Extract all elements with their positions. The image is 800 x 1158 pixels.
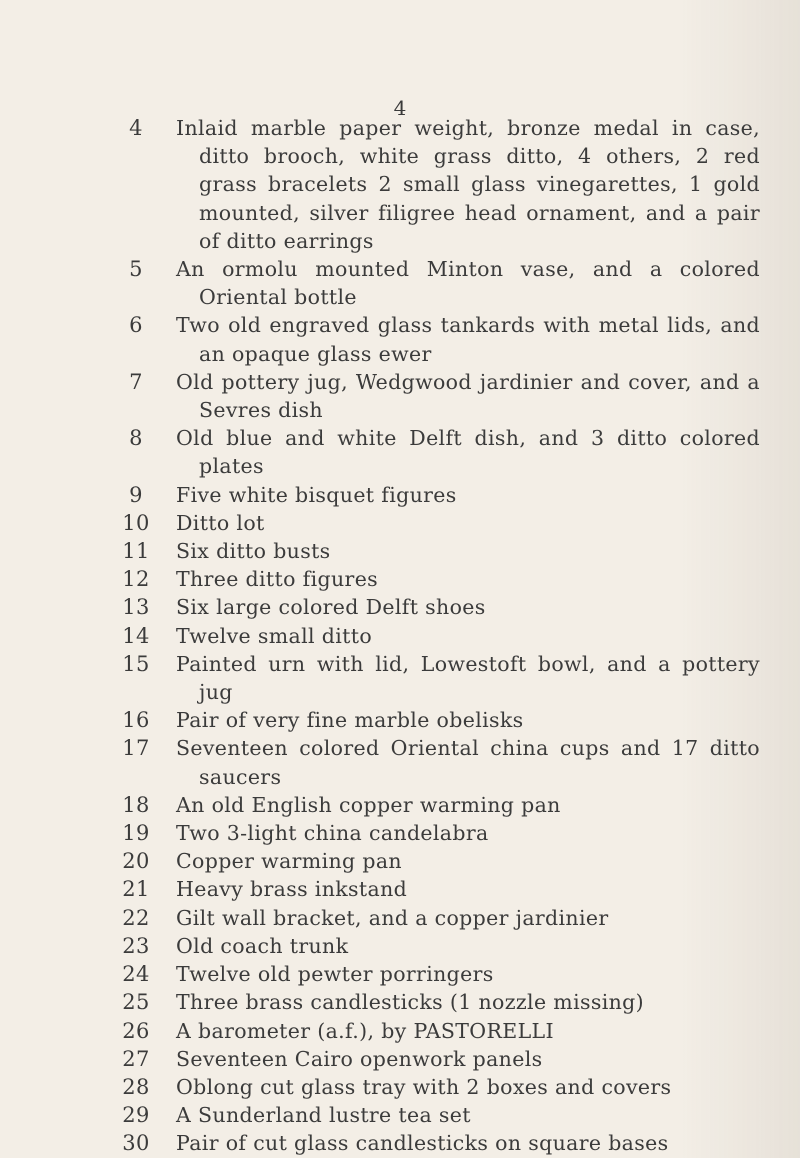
- lot-item: [0, 875, 800, 903]
- lot-description: Copper warming pan: [176, 849, 402, 874]
- lot-item: [0, 565, 800, 593]
- lot-item: [0, 1045, 800, 1073]
- lot-item: [0, 904, 800, 932]
- lot-number: 8: [129, 426, 143, 451]
- lot-description: Pair of very fine marble obelisks: [176, 708, 524, 733]
- lot-description: Twelve old pewter porringers: [176, 962, 494, 987]
- lot-number: 29: [122, 1103, 150, 1128]
- lot-item: [0, 114, 800, 255]
- lot-description: Six ditto busts: [176, 539, 331, 564]
- lot-number: 25: [122, 990, 150, 1015]
- lot-number: 13: [122, 595, 150, 620]
- lot-item: [0, 1073, 800, 1101]
- lot-description: A barometer (a.f.), by PASTORELLI: [176, 1018, 554, 1043]
- lot-item: [0, 1101, 800, 1129]
- lot-number: 27: [122, 1046, 150, 1071]
- lot-item: [0, 734, 800, 790]
- lot-item: [0, 847, 800, 875]
- lot-description: Inlaid marble paper weight, bronze medal in case, ditto brooch, white grass ditto, 4 others, 2 red grass bracelets 2 small glass vinegarettes, 1 gold mounted, silver filigree head ornament, and a pair of ditto earrings: [176, 116, 760, 253]
- lot-description: Three brass candlesticks (1 nozzle missing): [176, 990, 645, 1015]
- lot-list: [0, 114, 800, 1158]
- lot-item: [0, 509, 800, 537]
- lot-number: 9: [129, 482, 143, 507]
- lot-item: [0, 1017, 800, 1045]
- lot-number: 30: [122, 1131, 150, 1156]
- lot-description: An ormolu mounted Minton vase, and a colored Oriental bottle: [176, 257, 760, 310]
- lot-number: 24: [122, 962, 150, 987]
- lot-description: Five white bisquet figures: [176, 482, 457, 507]
- lot-description: Old coach trunk: [176, 933, 349, 958]
- lot-description: Ditto lot: [176, 510, 265, 535]
- lot-description: Six large colored Delft shoes: [176, 595, 486, 620]
- lot-number: 26: [122, 1018, 150, 1043]
- lot-description: Three ditto figures: [176, 567, 379, 592]
- lot-description: Seventeen colored Oriental china cups and 17 ditto saucers: [176, 736, 760, 789]
- lot-item: [0, 537, 800, 565]
- lot-description: Oblong cut glass tray with 2 boxes and covers: [176, 1074, 672, 1099]
- lot-description: Pair of cut glass candlesticks on square bases: [176, 1131, 669, 1156]
- lot-description: An old English copper warming pan: [176, 792, 561, 817]
- lot-number: 22: [122, 905, 150, 930]
- lot-description: Two 3-light china candelabra: [176, 821, 489, 846]
- lot-number: 11: [122, 539, 150, 564]
- lot-description: Twelve small ditto: [176, 623, 373, 648]
- lot-description: Heavy brass inkstand: [176, 877, 408, 902]
- lot-description: Old pottery jug, Wedgwood jardinier and cover, and a Sevres dish: [176, 369, 760, 423]
- lot-number: 14: [122, 623, 150, 648]
- lot-item: [0, 988, 800, 1016]
- lot-item: [0, 368, 800, 424]
- lot-number: 12: [122, 567, 150, 592]
- lot-description: Two old engraved glass tankards with metal lids, and an opaque glass ewer: [176, 313, 760, 366]
- lot-description: A Sunderland lustre tea set: [176, 1103, 471, 1128]
- lot-number: 20: [122, 849, 150, 874]
- lot-number: 6: [129, 313, 143, 338]
- lot-number: 18: [122, 792, 150, 817]
- lot-item: [0, 481, 800, 509]
- lot-number: 4: [129, 116, 143, 140]
- lot-item: [0, 932, 800, 960]
- lot-description: Seventeen Cairo openwork panels: [176, 1046, 543, 1071]
- lot-item: [0, 819, 800, 847]
- lot-item: [0, 650, 800, 706]
- page-number: 4: [393, 96, 407, 120]
- lot-number: 21: [122, 877, 150, 902]
- lot-item: [0, 706, 800, 734]
- lot-number: 19: [122, 821, 150, 846]
- lot-item: [0, 311, 800, 367]
- lot-description: Gilt wall bracket, and a copper jardinier: [176, 905, 609, 930]
- lot-item: [0, 791, 800, 819]
- lot-description: Painted urn with lid, Lowestoft bowl, and a pottery jug: [176, 651, 760, 705]
- lot-number: 28: [122, 1074, 150, 1099]
- lot-item: [0, 593, 800, 621]
- lot-number: 5: [129, 257, 143, 282]
- lot-item: [0, 255, 800, 311]
- lot-item: [0, 960, 800, 988]
- lot-number: 15: [122, 651, 150, 676]
- lot-number: 17: [122, 736, 150, 761]
- lot-number: 7: [129, 369, 143, 394]
- lot-description: Old blue and white Delft dish, and 3 ditto colored plates: [176, 426, 760, 479]
- lot-item: [0, 622, 800, 650]
- lot-item: [0, 1129, 800, 1157]
- lot-number: 10: [122, 510, 150, 535]
- lot-item: [0, 424, 800, 480]
- lot-number: 23: [122, 933, 150, 958]
- lot-number: 16: [122, 708, 150, 733]
